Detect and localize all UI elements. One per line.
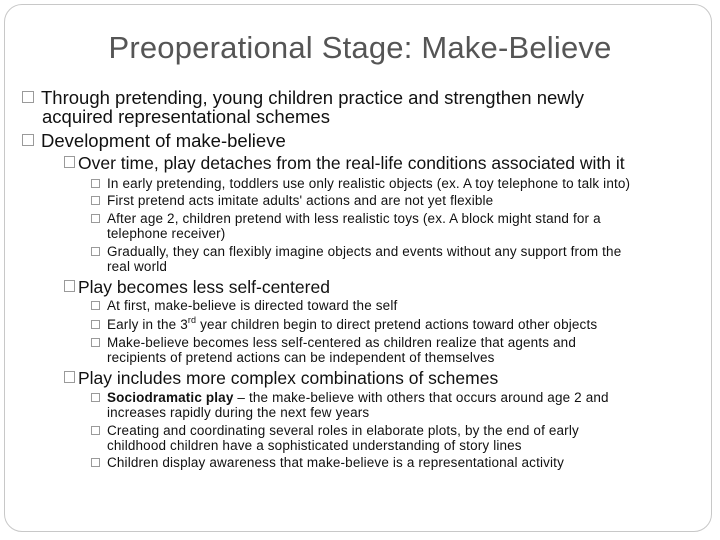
list-item-text-continued: recipients of pretend actions can be independent of themselves xyxy=(107,350,495,365)
list-item xyxy=(91,314,598,332)
list-item-text-part: year children begin to direct pretend actions toward other objects xyxy=(196,317,598,332)
subheading-text: Play includes more complex combinations of schemes xyxy=(78,368,499,388)
checkbox-bullet-icon xyxy=(91,301,100,310)
checkbox-bullet-icon xyxy=(22,91,34,103)
list-item xyxy=(91,193,493,208)
list-item-text: Gradually, they can flexibly imagine objects and events without any support from the xyxy=(107,244,622,259)
bullet-development xyxy=(22,131,286,150)
list-item xyxy=(91,176,630,191)
list-item-text-continued: childhood children have a sophisticated understanding of story lines xyxy=(107,438,522,453)
term-sociodramatic-play: Sociodramatic play xyxy=(107,390,234,405)
subheading-text: Play becomes less self-centered xyxy=(78,277,330,297)
bullet-pretending xyxy=(22,88,584,126)
list-item xyxy=(91,423,579,453)
checkbox-bullet-icon xyxy=(91,393,100,402)
superscript-ordinal: rd xyxy=(187,314,197,325)
subheading-detaches xyxy=(64,153,625,173)
list-item xyxy=(91,244,621,274)
checkbox-bullet-icon xyxy=(91,338,100,347)
checkbox-bullet-icon xyxy=(91,458,100,467)
list-item xyxy=(91,211,601,241)
list-item-text-continued: increases rapidly during the next few years xyxy=(107,405,370,420)
checkbox-bullet-icon xyxy=(91,214,100,223)
slide-title: Preoperational Stage: Make-Believe xyxy=(108,30,612,65)
subheading-self-centered xyxy=(64,277,330,297)
list-item-text-continued: telephone receiver) xyxy=(107,226,226,241)
checkbox-bullet-icon xyxy=(64,371,75,383)
list-item-text: Make-believe becomes less self-centered as children realize that agents and xyxy=(107,335,576,350)
list-item-text-continued: real world xyxy=(107,259,168,274)
list-item-text: In early pretending, toddlers use only realistic objects (ex. A toy telephone to talk into) xyxy=(107,176,631,191)
list-item-text: Children display awareness that make-believe is a representational activity xyxy=(107,455,564,470)
list-item-text: First pretend acts imitate adults' actions and are not yet flexible xyxy=(107,193,494,208)
list-item xyxy=(91,335,576,365)
checkbox-bullet-icon xyxy=(91,320,100,329)
list-item-text: After age 2, children pretend with less realistic toys (ex. A block might stand for a xyxy=(107,211,601,226)
checkbox-bullet-icon xyxy=(64,280,75,292)
checkbox-bullet-icon xyxy=(91,426,100,435)
list-item-text: At first, make-believe is directed toward the self xyxy=(107,298,398,313)
list-item xyxy=(91,455,564,470)
checkbox-bullet-icon xyxy=(91,179,100,188)
list-item-text-part: Early in the 3 xyxy=(107,317,188,332)
list-item xyxy=(91,298,397,313)
list-item xyxy=(91,390,609,420)
checkbox-bullet-icon xyxy=(91,247,100,256)
list-item-text: Creating and coordinating several roles in elaborate plots, by the end of early xyxy=(107,423,579,438)
checkbox-bullet-icon xyxy=(64,156,75,168)
checkbox-bullet-icon xyxy=(91,196,100,205)
bullet-text-continued: acquired representational schemes xyxy=(42,106,330,127)
checkbox-bullet-icon xyxy=(22,134,34,146)
bullet-text: Through pretending, young children practice and strengthen newly xyxy=(41,87,585,108)
subheading-complex-combinations xyxy=(64,368,498,388)
bullet-text: Development of make-believe xyxy=(41,130,286,151)
list-item-text: – the make-believe with others that occurs around age 2 and xyxy=(233,390,609,405)
subheading-text: Over time, play detaches from the real-life conditions associated with it xyxy=(78,153,625,173)
